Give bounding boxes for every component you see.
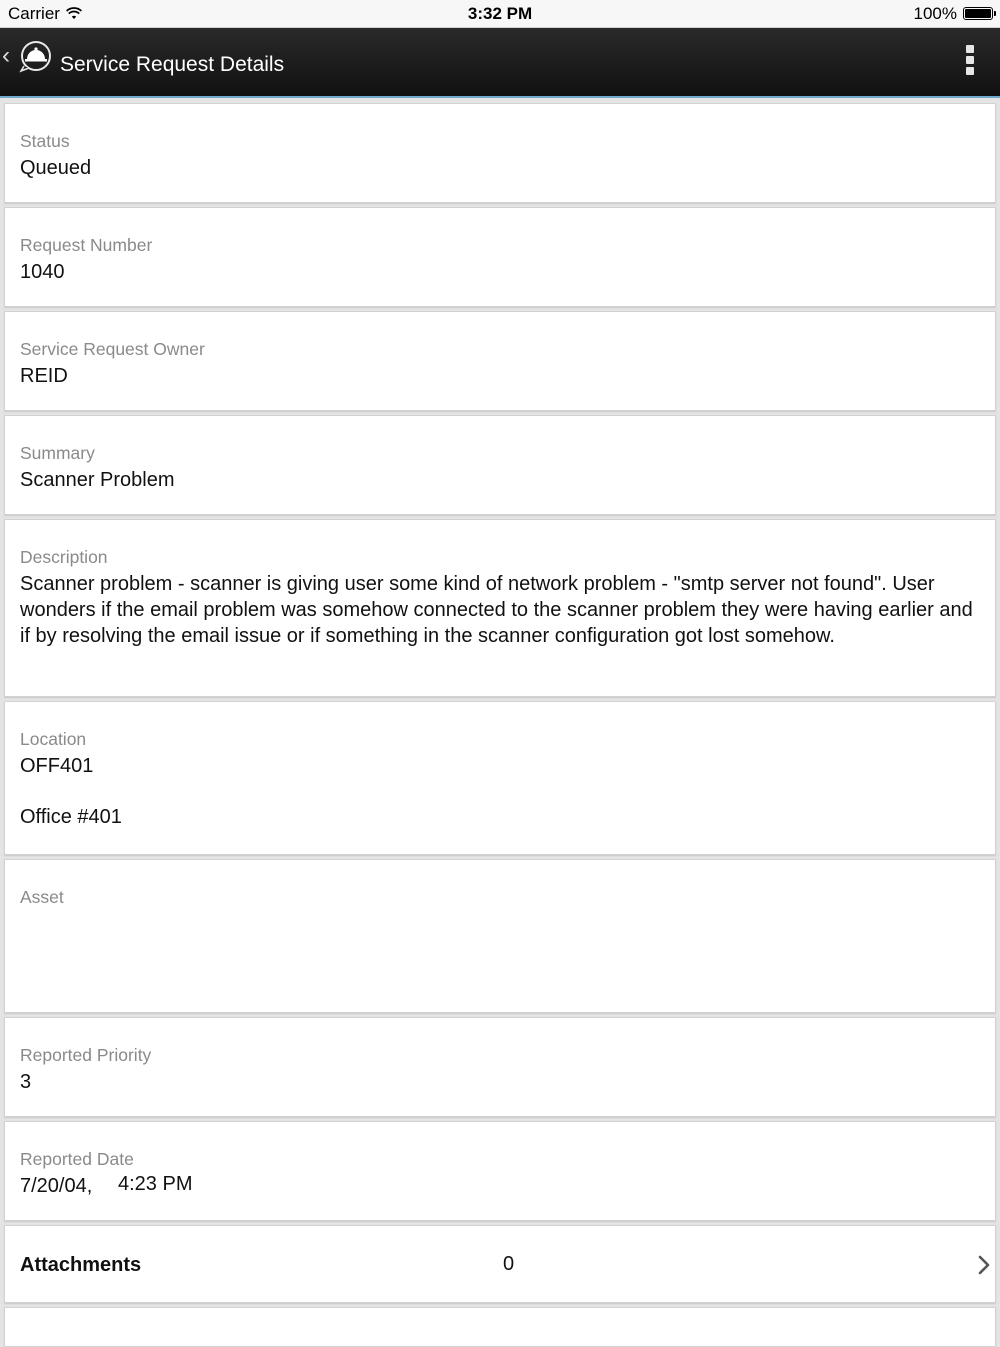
field-label: Asset [20, 887, 64, 907]
clock: 3:32 PM [467, 4, 533, 23]
description-field [4, 519, 996, 697]
field-label: Service Request Owner [20, 339, 205, 359]
field-label: Location [20, 729, 87, 749]
location-code: OFF401 [20, 755, 94, 777]
overflow-menu-icon[interactable] [960, 43, 980, 77]
attachments-label: Attachments [20, 1254, 142, 1276]
location-name: Office #401 [20, 806, 122, 828]
asset-field [4, 859, 996, 1013]
reported-time: 4:23 PM [118, 1173, 193, 1195]
summary-field [4, 415, 996, 515]
back-chevron-icon[interactable]: ‹ [2, 42, 10, 69]
status-field [4, 103, 996, 203]
attachments-count: 0 [503, 1253, 515, 1275]
nav-bar [0, 28, 1000, 98]
field-value: Scanner problem - scanner is giving user some kind of network problem - "smtp server not found". User wonders if the email problem was somehow connected to the scanner problem they were having earlier and if by resolving the email issue or if something in the scanner configuration got lost somehow. [20, 573, 973, 647]
field-label: Reported Priority [20, 1045, 152, 1065]
owner-field [4, 311, 996, 411]
field-label: Summary [20, 443, 95, 463]
field-value: Queued [20, 157, 92, 179]
field-value: REID [20, 365, 68, 387]
battery-icon [963, 7, 993, 20]
field-value: 3 [20, 1071, 32, 1093]
location-field [4, 701, 996, 855]
chevron-right-icon [977, 1253, 991, 1277]
field-label: Status [20, 131, 70, 151]
carrier-label: Carrier [8, 4, 60, 23]
battery-percent: 100% [913, 4, 957, 23]
reported-date-field [4, 1121, 996, 1221]
request-number-field [4, 207, 996, 307]
field-value: 1040 [20, 261, 65, 283]
reported-priority-field [4, 1017, 996, 1117]
status-bar [0, 0, 1000, 28]
field-label: Reported Date [20, 1149, 134, 1169]
field-label: Description [20, 547, 108, 567]
attachments-row[interactable] [4, 1225, 996, 1303]
next-row-partial[interactable] [4, 1307, 996, 1347]
service-bell-icon[interactable] [18, 38, 56, 76]
reported-date: 7/20/04, [20, 1175, 93, 1197]
field-label: Request Number [20, 235, 153, 255]
field-value: Scanner Problem [20, 469, 175, 491]
page-title: Service Request Details [60, 53, 285, 76]
